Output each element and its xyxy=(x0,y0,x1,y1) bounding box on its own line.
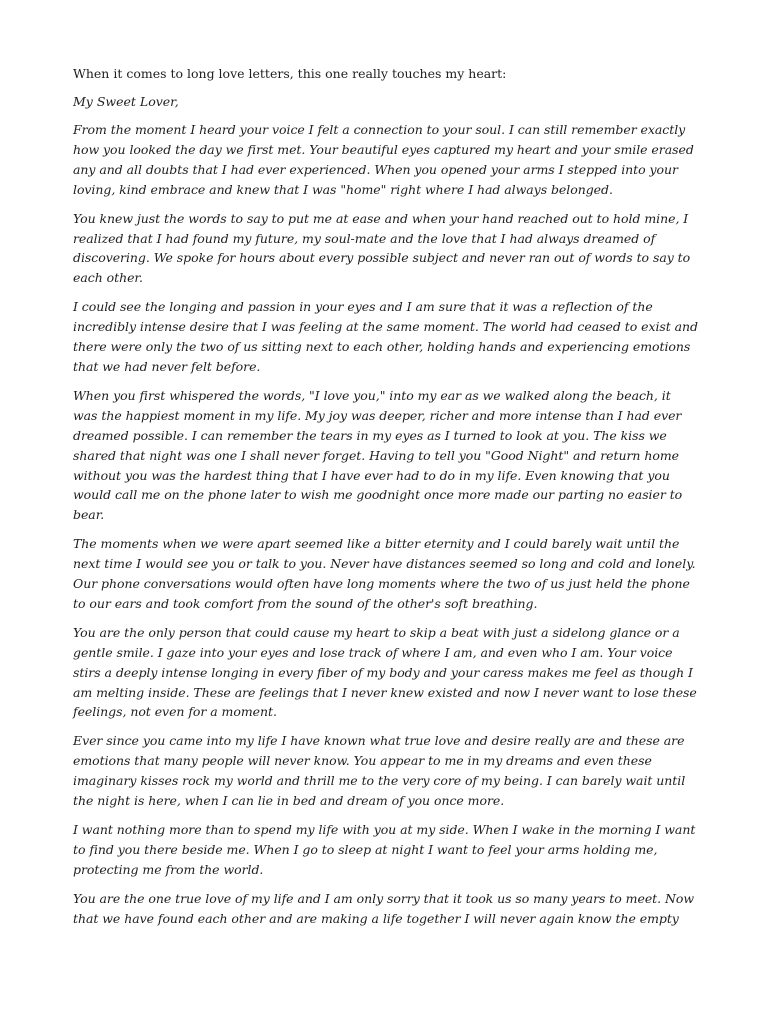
letter-paragraph-6: You are the only person that could cause my heart to skip a beat with just a sidelong glance or a gentle smile. I gaze into your eyes and lose track of where I am, and even who I am. Your voice stirs a deeply intense longing in every fiber of my body and your caress makes me feel as though I am melting inside. These are feelings that I never knew existed and now I never want to lose these feelings, not even for a moment. xyxy=(73,624,697,720)
letter-paragraph-9: You are the one true love of my life and I am only sorry that it took us so many years to meet. Now that we have found each other and are making a life together I will never again know the empty xyxy=(73,890,695,926)
letter-paragraph-7: Ever since you came into my life I have known what true love and desire really are and these are emotions that many people will never know. You appear to me in my dreams and even these imaginary kisses rock my world and thrill me to the very core of my being. I can barely wait until the night is here, when I can lie in bed and dream of you once more. xyxy=(73,733,686,809)
letter-paragraph-5: The moments when we were apart seemed like a bitter eternity and I could barely wait until the next time I would see you or talk to you. Never have distances seemed so long and cold and lonely. Our phone conversations would often have long moments where the two of us just held the phone to our ears and took comfort from the sound of the other's soft breathing. xyxy=(73,536,696,611)
letter-paragraph-1: From the moment I heard your voice I felt a connection to your soul. I can still remember exactly how you looked the day we first met. Your beautiful eyes captured my heart and your smile erased any and all doubts that I had ever experienced. When you opened your arms I stepped into your loving, kind embrace and knew that I was "home" right where I had always belonged. xyxy=(73,122,694,197)
letter-paragraph-8: I want nothing more than to spend my life with you at my side. When I wake in the morning I want to find you there beside me. When I go to sleep at night I want to feel your arms holding me, protecting me from the world. xyxy=(73,822,696,877)
letter-paragraph-3: I could see the longing and passion in your eyes and I am sure that it was a reflection of the incredibly intense desire that I was feeling at the same moment. The world had ceased to exist and there were only the two of us sitting next to each other, holding hands and experiencing emotions that we had never felt before. xyxy=(73,299,699,374)
document-page xyxy=(73,64,698,938)
intro-line: When it comes to long love letters, this one really touches my heart: xyxy=(73,66,507,81)
letter-salutation: My Sweet Lover, xyxy=(73,94,179,109)
letter-paragraph-4: When you first whispered the words, "I love you," into my ear as we walked along the beach, it was the happiest moment in my life. My joy was deeper, richer and more intense than I had ever dreamed possible. I can remember the tears in my eyes as I turned to look at you. The kiss we shared that night was one I shall never forget. Having to tell you "Good Night" and return home without you was the hardest thing that I have ever had to do in my life. Even knowing that you would call me on the phone later to wish me goodnight once more made our parting no easier to bear. xyxy=(73,387,683,523)
letter-paragraph-2: You knew just the words to say to put me at ease and when your hand reached out to hold mine, I realized that I had found my future, my soul-mate and the love that I had always dreamed of discovering. We spoke for hours about every possible subject and never ran out of words to say to each other. xyxy=(73,210,691,286)
